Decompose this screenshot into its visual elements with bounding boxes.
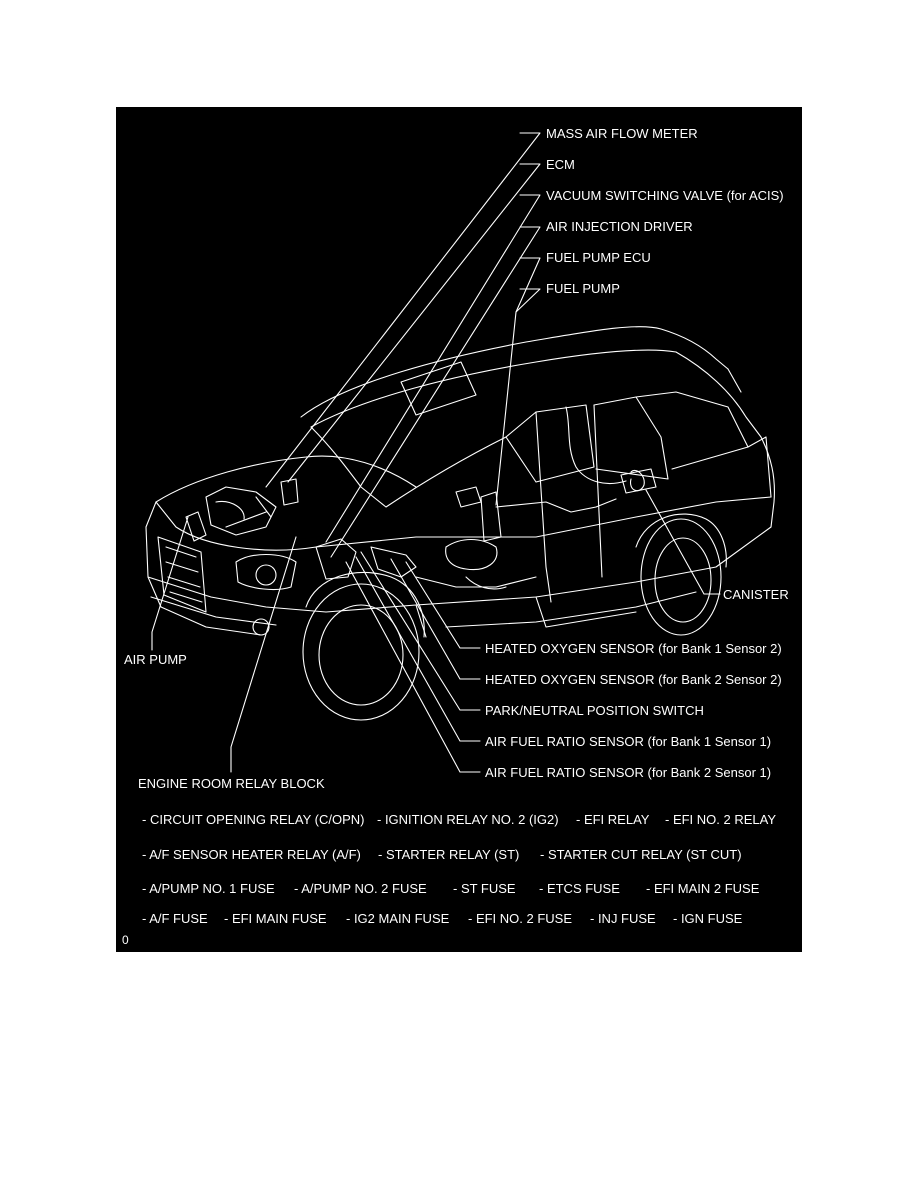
relay-item: - STARTER CUT RELAY (ST CUT): [540, 847, 742, 862]
relay-item: - A/F SENSOR HEATER RELAY (A/F): [142, 847, 361, 862]
label-heated-oxygen-sensor-b2s2: HEATED OXYGEN SENSOR (for Bank 2 Sensor 2): [485, 672, 782, 687]
label-vacuum-switching-valve: VACUUM SWITCHING VALVE (for ACIS): [546, 188, 784, 203]
label-park-neutral-position-switch: PARK/NEUTRAL POSITION SWITCH: [485, 703, 704, 718]
label-ecm: ECM: [546, 157, 575, 172]
relay-item: - INJ FUSE: [590, 911, 656, 926]
relay-item: - ETCS FUSE: [539, 881, 620, 896]
label-air-pump: AIR PUMP: [124, 652, 187, 667]
label-air-injection-driver: AIR INJECTION DRIVER: [546, 219, 693, 234]
label-fuel-pump-ecu: FUEL PUMP ECU: [546, 250, 651, 265]
corner-mark: 0: [122, 933, 129, 947]
relay-item: - IGN FUSE: [673, 911, 743, 926]
label-fuel-pump: FUEL PUMP: [546, 281, 620, 296]
label-air-fuel-ratio-sensor-b2s1: AIR FUEL RATIO SENSOR (for Bank 2 Sensor 1): [485, 765, 772, 780]
label-mass-air-flow-meter: MASS AIR FLOW METER: [546, 126, 698, 141]
relay-item: - STARTER RELAY (ST): [378, 847, 520, 862]
relay-item: - EFI NO. 2 FUSE: [468, 911, 573, 926]
relay-item: - ST FUSE: [453, 881, 516, 896]
relay-item: - A/PUMP NO. 1 FUSE: [142, 881, 275, 896]
relay-item: - A/PUMP NO. 2 FUSE: [294, 881, 427, 896]
relay-item: - EFI NO. 2 RELAY: [665, 812, 777, 827]
label-air-fuel-ratio-sensor-b1s1: AIR FUEL RATIO SENSOR (for Bank 1 Sensor 1): [485, 734, 772, 749]
label-engine-room-relay-block: ENGINE ROOM RELAY BLOCK: [138, 776, 325, 791]
relay-item: - EFI MAIN FUSE: [224, 911, 327, 926]
relay-item: - EFI MAIN 2 FUSE: [646, 881, 760, 896]
component-location-diagram: [116, 107, 802, 952]
label-heated-oxygen-sensor-b1s2: HEATED OXYGEN SENSOR (for Bank 1 Sensor 2): [485, 641, 782, 656]
relay-item: - CIRCUIT OPENING RELAY (C/OPN): [142, 812, 365, 827]
relay-item: - A/F FUSE: [142, 911, 208, 926]
relay-item: - EFI RELAY: [576, 812, 650, 827]
label-canister: CANISTER: [723, 587, 789, 602]
relay-item: - IGNITION RELAY NO. 2 (IG2): [377, 812, 559, 827]
relay-item: - IG2 MAIN FUSE: [346, 911, 450, 926]
